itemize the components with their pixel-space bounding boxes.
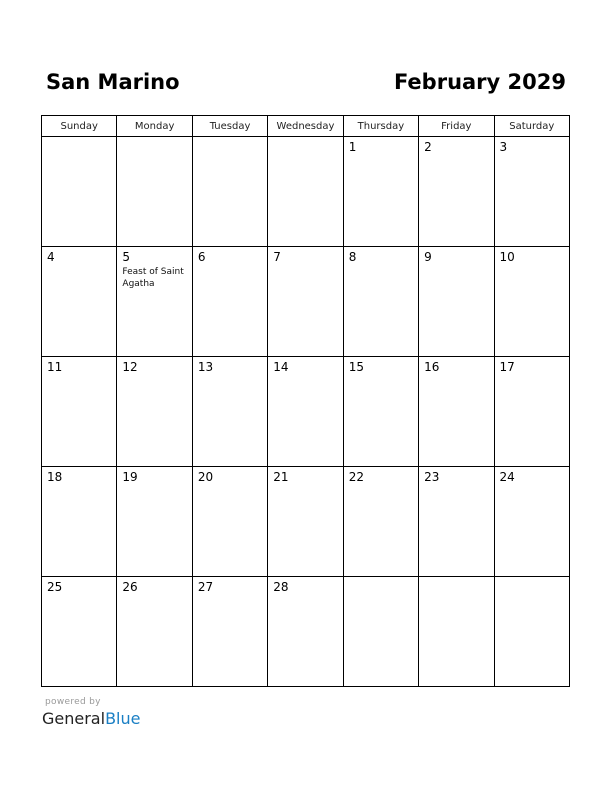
day-number: 9 — [424, 250, 432, 264]
day-cell — [268, 137, 343, 247]
weekday-tuesday: Tuesday — [192, 116, 267, 137]
weekday-header-row — [42, 116, 570, 137]
day-cell — [42, 247, 117, 357]
brand-general: General — [42, 709, 106, 728]
day-cell — [343, 577, 418, 687]
day-number: 20 — [197, 470, 214, 484]
day-cell — [343, 247, 418, 357]
day-cell — [192, 467, 267, 577]
day-cell — [268, 577, 343, 687]
day-number: 4 — [47, 250, 55, 264]
month-year-title: February 2029 — [393, 70, 566, 94]
day-number: 18 — [47, 470, 63, 484]
day-cell — [494, 467, 569, 577]
day-number: 3 — [499, 140, 508, 154]
day-number: 14 — [273, 360, 289, 374]
day-number: 13 — [197, 360, 214, 374]
week-row — [42, 137, 570, 247]
day-cell — [268, 467, 343, 577]
day-number: 2 — [424, 140, 432, 154]
week-row — [42, 577, 570, 687]
day-number: 16 — [424, 360, 440, 374]
day-cell — [117, 137, 192, 247]
day-number: 26 — [122, 580, 138, 594]
day-number: 1 — [348, 140, 357, 154]
day-cell — [419, 137, 494, 247]
day-cell — [494, 577, 569, 687]
day-cell — [117, 357, 192, 467]
day-number: 27 — [197, 580, 214, 594]
day-cell — [343, 467, 418, 577]
day-number: 24 — [499, 470, 515, 484]
day-cell — [494, 357, 569, 467]
day-cell — [192, 357, 267, 467]
weekday-sunday: Sunday — [42, 116, 117, 137]
day-cell — [494, 247, 569, 357]
day-number: 19 — [122, 470, 138, 484]
weekday-thursday: Thursday — [343, 116, 418, 137]
weekday-wednesday: Wednesday — [268, 116, 343, 137]
day-cell — [192, 137, 267, 247]
day-cell — [494, 137, 569, 247]
generalblue-logo — [42, 709, 140, 728]
day-number: 7 — [273, 250, 281, 264]
day-number: 28 — [273, 580, 289, 594]
day-number: 23 — [424, 470, 440, 484]
brand-blue: Blue — [105, 709, 141, 728]
day-number: 22 — [348, 470, 364, 484]
day-cell — [117, 577, 192, 687]
day-cell — [192, 247, 267, 357]
calendar-grid — [41, 115, 570, 687]
day-cell — [42, 357, 117, 467]
day-cell — [42, 467, 117, 577]
day-cell — [419, 577, 494, 687]
day-number: 15 — [348, 360, 364, 374]
day-cell — [268, 357, 343, 467]
day-cell — [117, 247, 192, 357]
weekday-saturday: Saturday — [494, 116, 569, 137]
week-row — [42, 357, 570, 467]
day-cell — [343, 137, 418, 247]
day-number: 21 — [273, 470, 289, 484]
day-cell — [419, 247, 494, 357]
country-title: San Marino — [46, 70, 180, 94]
day-number: 6 — [197, 250, 206, 264]
day-number: 5 — [122, 250, 131, 264]
weekday-monday: Monday — [117, 116, 192, 137]
day-cell — [419, 357, 494, 467]
day-number: 8 — [348, 250, 357, 264]
day-cell — [419, 467, 494, 577]
day-cell — [268, 247, 343, 357]
day-cell — [42, 577, 117, 687]
day-number: 12 — [122, 360, 138, 374]
day-number: 10 — [499, 250, 515, 264]
day-cell — [192, 577, 267, 687]
day-number: 25 — [47, 580, 63, 594]
week-row — [42, 467, 570, 577]
holiday-label: Feast of Saint Agatha — [122, 267, 184, 289]
day-number: 11 — [47, 360, 63, 374]
day-number: 17 — [499, 360, 515, 374]
weekday-friday: Friday — [419, 116, 494, 137]
day-cell — [42, 137, 117, 247]
day-cell — [343, 357, 418, 467]
powered-by-text: powered by — [45, 697, 101, 707]
day-cell — [117, 467, 192, 577]
week-row — [42, 247, 570, 357]
